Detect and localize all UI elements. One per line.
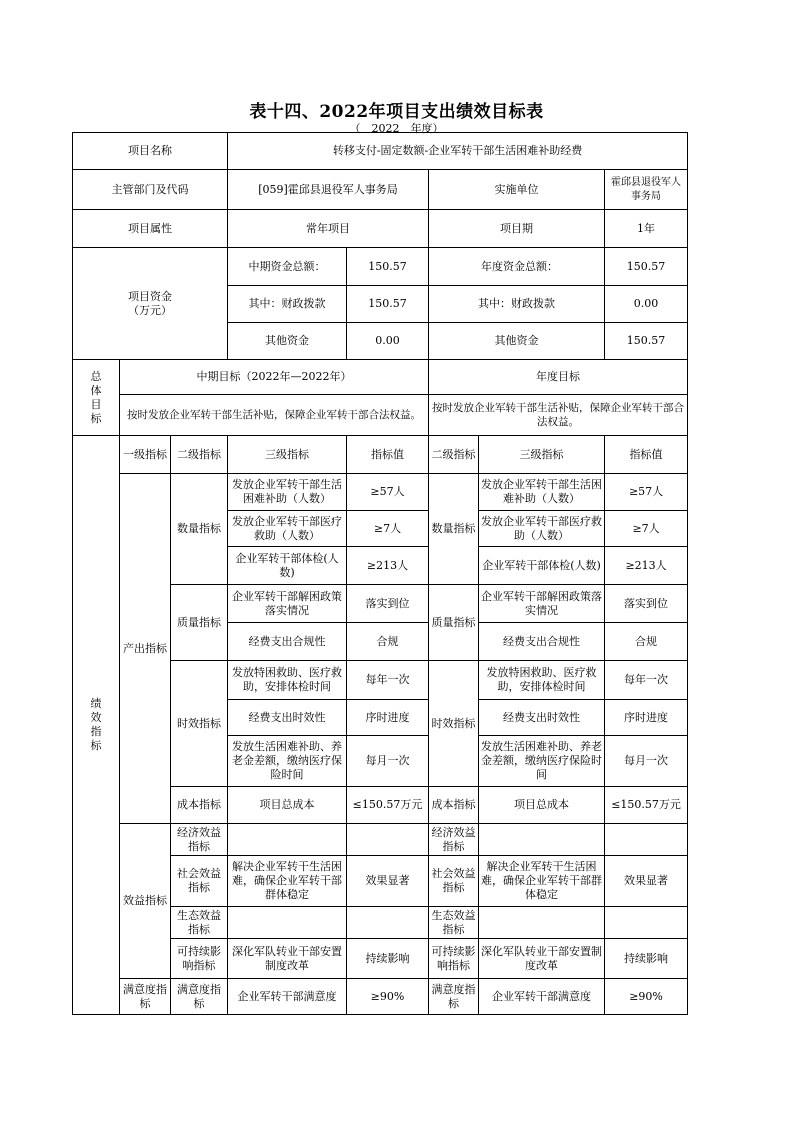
year-social-benefit-label: 社会效益指标 (429, 856, 479, 907)
project-name-value: 转移支付-固定数额-企业军转干部生活困难补助经费 (228, 133, 688, 170)
year-indicator: 企业军转干部解困政策落实情况 (479, 585, 605, 623)
table-row (73, 824, 688, 856)
year-indicator-value: 合规 (605, 623, 688, 661)
page-title: 表十四、2022年项目支出绩效目标表 (249, 102, 544, 122)
mid-indicator: 企业军转干部体检(人数) (228, 547, 347, 585)
timeliness-indicator-label: 时效指标 (171, 661, 228, 787)
overall-goal-label: 总体目标 (73, 360, 120, 436)
project-period-label: 项目期 (429, 210, 605, 248)
year-indicator-value: ≥57人 (605, 474, 688, 511)
mid-other-value: 0.00 (347, 323, 429, 360)
mid-indicator-value: 每月一次 (347, 736, 429, 787)
header-year-level3: 三级指标 (479, 436, 605, 474)
perf-header-row (73, 436, 688, 474)
goals-header-row (73, 360, 688, 395)
header-year-value: 指标值 (605, 436, 688, 474)
year-indicator: 发放生活困难补助、养老金差额，缴纳医疗保险时间 (479, 736, 605, 787)
mid-indicator: 发放企业军转干部生活困难补助（人数） (228, 474, 347, 511)
year-indicator: 解决企业军转干生活困难，确保企业军转干部群体稳定 (479, 856, 605, 907)
mid-indicator-value (347, 824, 429, 856)
mid-indicator: 经费支出时效性 (228, 700, 347, 736)
year-sustainable-impact-label: 可持续影响指标 (429, 939, 479, 979)
page-subtitle: （ 2022 年度） (349, 122, 444, 135)
year-indicator-value: 落实到位 (605, 585, 688, 623)
year-satisfaction-level2-label: 满意度指标 (429, 979, 479, 1015)
implementing-unit-label: 实施单位 (429, 170, 605, 210)
output-indicator-label: 产出指标 (120, 474, 171, 824)
project-name-label: 项目名称 (73, 133, 228, 170)
mid-total-label: 中期资金总额： (228, 248, 347, 286)
department-label: 主管部门及代码 (73, 170, 228, 210)
year-economic-benefit-label: 经济效益指标 (429, 824, 479, 856)
social-benefit-label: 社会效益指标 (171, 856, 228, 907)
table-row (73, 474, 688, 511)
year-indicator: 发放企业军转干部生活困难补助（人数） (479, 474, 605, 511)
year-indicator: 项目总成本 (479, 787, 605, 824)
mid-indicator: 解决企业军转干生活困难，确保企业军转干部群体稳定 (228, 856, 347, 907)
year-indicator: 经费支出时效性 (479, 700, 605, 736)
year-fiscal-label: 其中：财政拨款 (429, 286, 605, 323)
year-indicator-value (605, 824, 688, 856)
year-indicator-value (605, 907, 688, 939)
table-row (73, 979, 688, 1015)
ecological-benefit-label: 生态效益指标 (171, 907, 228, 939)
year-indicator-value: 每年一次 (605, 661, 688, 700)
year-goal-header: 年度目标 (429, 360, 688, 395)
year-goal-text: 按时发放企业军转干部生活补贴，保障企业军转干部合法权益。 (429, 395, 688, 436)
year-indicator: 发放特困救助、医疗救助，安排体检时间 (479, 661, 605, 700)
economic-benefit-label: 经济效益指标 (171, 824, 228, 856)
mid-indicator (228, 907, 347, 939)
mid-indicator (228, 824, 347, 856)
year-indicator-value: ≥7人 (605, 511, 688, 547)
funds-label: 项目资金 （万元） (73, 248, 228, 360)
year-indicator-value: 每月一次 (605, 736, 688, 787)
mid-indicator-value: ≤150.57万元 (347, 787, 429, 824)
mid-indicator: 发放生活困难补助、养老金差额，缴纳医疗保险时间 (228, 736, 347, 787)
year-indicator: 企业军转干部满意度 (479, 979, 605, 1015)
year-indicator-value: ≥213人 (605, 547, 688, 585)
department-row (73, 170, 688, 210)
mid-indicator-value: ≥7人 (347, 511, 429, 547)
header-value: 指标值 (347, 436, 429, 474)
mid-other-label: 其他资金 (228, 323, 347, 360)
mid-fiscal-label: 其中：财政拨款 (228, 286, 347, 323)
mid-indicator-value: ≥57人 (347, 474, 429, 511)
quantity-indicator-label: 数量指标 (171, 474, 228, 585)
mid-indicator-value: 合规 (347, 623, 429, 661)
year-indicator: 深化军队转业干部安置制度改革 (479, 939, 605, 979)
mid-indicator: 深化军队转业干部安置制度改革 (228, 939, 347, 979)
year-indicator-value: 效果显著 (605, 856, 688, 907)
satisfaction-level2-label: 满意度指标 (171, 979, 228, 1015)
mid-indicator: 企业军转干部满意度 (228, 979, 347, 1015)
mid-indicator-value: 序时进度 (347, 700, 429, 736)
sustainable-impact-label: 可持续影响指标 (171, 939, 228, 979)
mid-indicator: 企业军转干部解困政策落实情况 (228, 585, 347, 623)
year-indicator: 企业军转干部体检(人数) (479, 547, 605, 585)
mid-indicator-value: 效果显著 (347, 856, 429, 907)
year-timeliness-indicator-label: 时效指标 (429, 661, 479, 787)
header-year-level2: 二级指标 (429, 436, 479, 474)
year-quality-indicator-label: 质量指标 (429, 585, 479, 661)
project-attribute-value: 常年项目 (228, 210, 429, 248)
goals-text-row (73, 395, 688, 436)
project-period-value: 1年 (605, 210, 688, 248)
year-other-value: 150.57 (605, 323, 688, 360)
header-level2: 二级指标 (171, 436, 228, 474)
perf-indicator-label: 绩效指标 (73, 436, 120, 1015)
year-total-label: 年度资金总额： (429, 248, 605, 286)
year-indicator-value: ≥90% (605, 979, 688, 1015)
mid-goal-text: 按时发放企业军转干部生活补贴，保障企业军转干部合法权益。 (120, 395, 429, 436)
mid-indicator: 经费支出合规性 (228, 623, 347, 661)
year-indicator (479, 824, 605, 856)
department-value: [059]霍邱县退役军人事务局 (228, 170, 429, 210)
year-cost-indicator-label: 成本指标 (429, 787, 479, 824)
year-total-value: 150.57 (605, 248, 688, 286)
mid-indicator-value (347, 907, 429, 939)
mid-total-value: 150.57 (347, 248, 429, 286)
year-indicator-value: 持续影响 (605, 939, 688, 979)
implementing-unit-value: 霍邱县退役军人事务局 (605, 170, 688, 210)
year-fiscal-value: 0.00 (605, 286, 688, 323)
satisfaction-level1-label: 满意度指标 (120, 979, 171, 1015)
mid-indicator-value: ≥213人 (347, 547, 429, 585)
year-indicator (479, 907, 605, 939)
cost-indicator-label: 成本指标 (171, 787, 228, 824)
year-indicator: 发放企业军转干部医疗救助（人数） (479, 511, 605, 547)
attribute-row (73, 210, 688, 248)
mid-indicator-value: ≥90% (347, 979, 429, 1015)
year-indicator-value: 序时进度 (605, 700, 688, 736)
project-attribute-label: 项目属性 (73, 210, 228, 248)
funds-row-total (73, 248, 688, 286)
quality-indicator-label: 质量指标 (171, 585, 228, 661)
mid-indicator: 发放企业军转干部医疗救助（人数） (228, 511, 347, 547)
mid-indicator: 发放特困救助、医疗救助，安排体检时间 (228, 661, 347, 700)
performance-table (72, 132, 688, 1015)
year-ecological-benefit-label: 生态效益指标 (429, 907, 479, 939)
benefit-indicator-label: 效益指标 (120, 824, 171, 979)
mid-indicator: 项目总成本 (228, 787, 347, 824)
mid-indicator-value: 落实到位 (347, 585, 429, 623)
project-name-row (73, 133, 688, 170)
mid-indicator-value: 每年一次 (347, 661, 429, 700)
year-other-label: 其他资金 (429, 323, 605, 360)
header-level1: 一级指标 (120, 436, 171, 474)
header-level3: 三级指标 (228, 436, 347, 474)
mid-fiscal-value: 150.57 (347, 286, 429, 323)
year-indicator-value: ≤150.57万元 (605, 787, 688, 824)
year-quantity-indicator-label: 数量指标 (429, 474, 479, 585)
mid-goal-header: 中期目标（2022年—2022年） (120, 360, 429, 395)
mid-indicator-value: 持续影响 (347, 939, 429, 979)
year-indicator: 经费支出合规性 (479, 623, 605, 661)
